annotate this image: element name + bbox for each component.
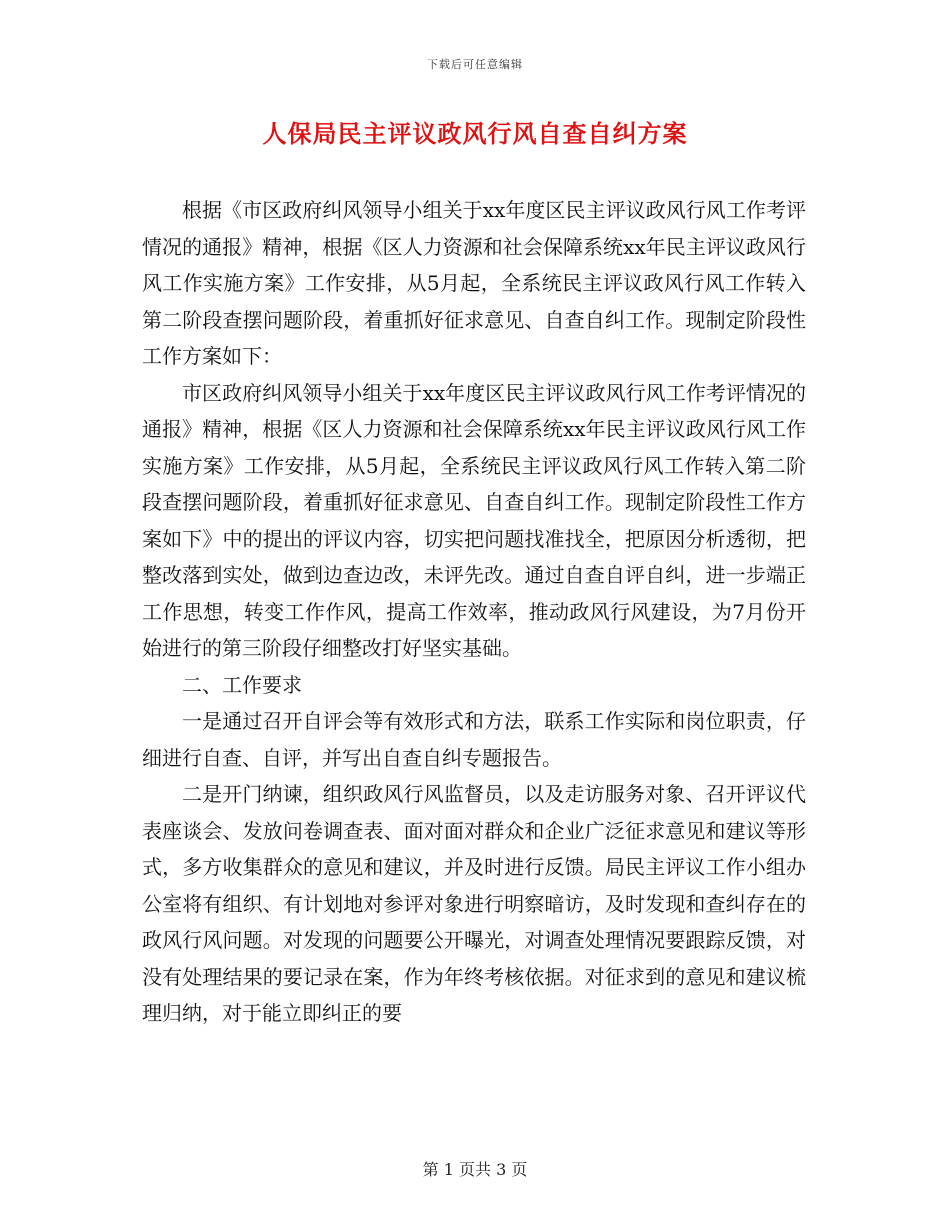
page-number: 第 1 页共 3 页 [422,1160,528,1179]
document-title: 人保局民主评议政风行风自查自纠方案 [262,119,688,148]
paragraph-intro: 根据《市区政府纠风领导小组关于xx年度区民主评议政风行风工作考评情况的通报》精神，根据《区人力资源和社会保障系统xx年民主评议政风行风工作实施方案》工作安排，从5月起，全系统民主评议政风行风工作转入第二阶段查摆问题阶段，着重抓好征求意见、自查自纠工作。现制定阶段性工作方案如下： [142,198,806,368]
paragraph-purpose: 市区政府纠风领导小组关于xx年度区民主评议政风行风工作考评情况的通报》精神，根据《区人力资源和社会保障系统xx年民主评议政风行风工作实施方案》工作安排，从5月起，全系统民主评议政风行风工作转入第二阶段查摆问题阶段，着重抓好征求意见、自查自纠工作。现制定阶段性工作方案如下》中的提出的评议内容，切实把问题找准找全，把原因分析透彻，把整改落到实处，做到边查边改，未评先改。通过自查自评自纠，进一步端正工作思想，转变工作作风，提高工作效率，推动政风行风建设，为7月份开始进行的第三阶段仔细整改打好坚实基础。 [142,380,806,660]
section-heading: 二、工作要求 [182,672,302,697]
paragraph-requirement-1: 一是通过召开自评会等有效形式和方法，联系工作实际和岗位职责，仔细进行自查、自评，并写出自查自纠专题报告。 [142,709,806,770]
document-body [142,192,806,1032]
paragraph-requirement-2: 二是开门纳谏，组织政风行风监督员，以及走访服务对象、召开评议代表座谈会、发放问卷调查表、面对面对群众和企业广泛征求意见和建议等形式，多方收集群众的意见和建议，并及时进行反馈。局民主评议工作小组办公室将有组织、有计划地对参评对象进行明察暗访，及时发现和查纠存在的政风行风问题。对发现的问题要公开曝光，对调查处理情况要跟踪反馈，对没有处理结果的要记录在案，作为年终考核依据。对征求到的意见和建议梳理归纳，对于能立即纠正的要 [142,782,806,1025]
header-note: 下载后可任意编辑 [427,58,523,71]
